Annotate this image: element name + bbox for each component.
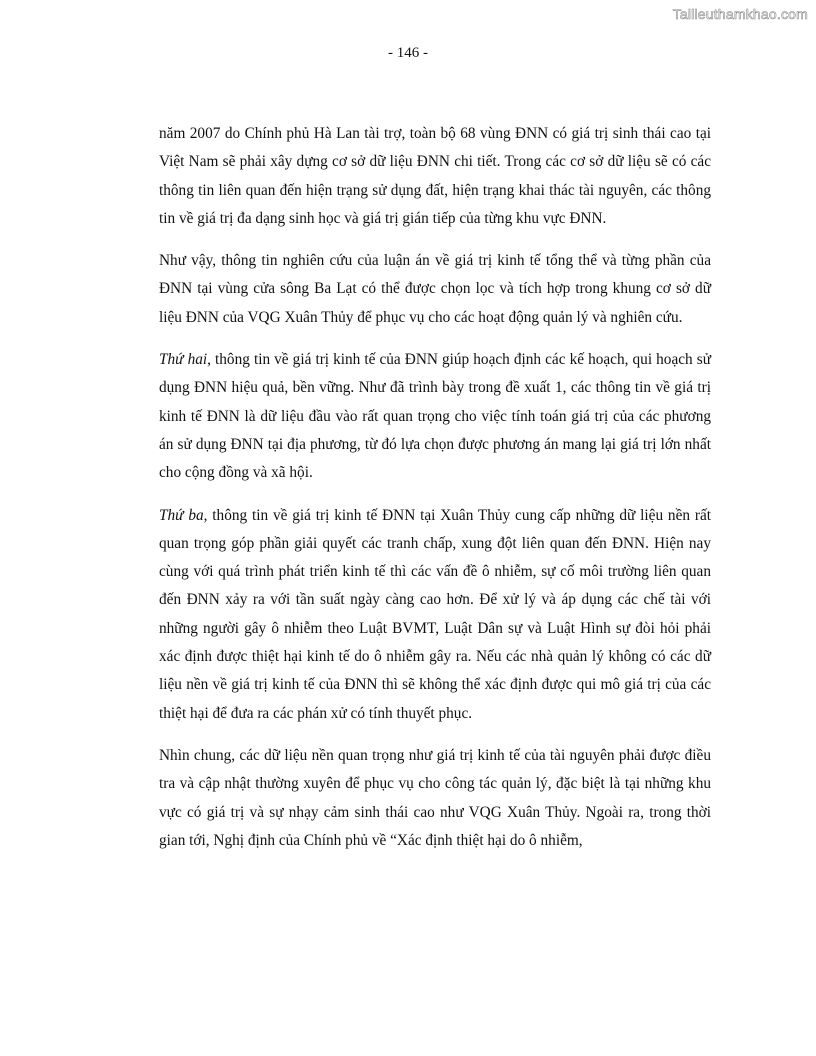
page-number: - 146 -: [388, 45, 428, 61]
paragraph-3-lead: Thứ hai: [159, 351, 208, 369]
paragraph-1-text: năm 2007 do Chính phủ Hà Lan tài trợ, toàn bộ 68 vùng ĐNN có giá trị sinh thái cao tại Việt Nam sẽ phải xây dựng cơ sở dữ liệu ĐNN chi tiết. Trong các cơ sở dữ liệu sẽ có các thông tin liên quan đến hiện trạng sử dụng đất, hiện trạng khai thác tài nguyên, các thông tin về giá trị đa dạng sinh học và giá trị gián tiếp của từng khu vực ĐNN.: [159, 125, 711, 227]
paragraph-2: [159, 247, 711, 332]
paragraph-5-text: Nhìn chung, các dữ liệu nền quan trọng như giá trị kinh tế của tài nguyên phải được điều tra và cập nhật thường xuyên để phục vụ cho công tác quản lý, đặc biệt là tại những khu vực có giá trị và sự nhạy cảm sinh thái cao như VQG Xuân Thủy. Ngoài ra, trong thời gian tới, Nghị định của Chính phủ về “Xác định thiệt hại do ô nhiễm,: [159, 746, 711, 849]
watermark: Tailieuthamkhao.com: [672, 6, 808, 22]
paragraph-4-lead: Thứ ba: [159, 506, 204, 524]
paragraph-4: [159, 502, 711, 728]
paragraph-4-text: , thông tin về giá trị kinh tế ĐNN tại Xuân Thủy cung cấp những dữ liệu nền rất quan trọng góp phần giải quyết các tranh chấp, xung đột liên quan đến ĐNN. Hiện nay cùng với quá trình phát triển kinh tế thì các vấn đề ô nhiễm, sự cố môi trường liên quan đến ĐNN xảy ra với tần suất ngày càng cao hơn. Để xử lý và áp dụng các chế tài với những người gây ô nhiễm theo Luật BVMT, Luật Dân sự và Luật Hình sự đòi hỏi phải xác định được thiệt hại kinh tế do ô nhiễm gây ra. Nếu các nhà quản lý không có các dữ liệu nền về giá trị kinh tế của ĐNN thì sẽ không thể xác định được qui mô giá trị của các thiệt hại để đưa ra các phán xử có tính thuyết phục.: [159, 506, 711, 722]
document-body: [159, 120, 711, 869]
paragraph-2-text: Như vậy, thông tin nghiên cứu của luận án về giá trị kinh tế tổng thể và từng phần của ĐNN tại vùng cửa sông Ba Lạt có thể được chọn lọc và tích hợp trong khung cơ sở dữ liệu ĐNN của VQG Xuân Thủy để phục vụ cho các hoạt động quản lý và nghiên cứu.: [159, 252, 711, 326]
paragraph-3-text: , thông tin về giá trị kinh tế của ĐNN giúp hoạch định các kế hoạch, qui hoạch sử dụng ĐNN hiệu quả, bền vững. Như đã trình bày trong đề xuất 1, các thông tin về giá trị kinh tế ĐNN là dữ liệu đầu vào rất quan trọng cho việc tính toán giá trị của các phương án sử dụng ĐNN tại địa phương, từ đó lựa chọn được phương án mang lại giá trị lớn nhất cho cộng đồng và xã hội.: [159, 351, 711, 482]
paragraph-1: [159, 120, 711, 233]
paragraph-5: [159, 742, 711, 855]
paragraph-3: [159, 346, 711, 487]
